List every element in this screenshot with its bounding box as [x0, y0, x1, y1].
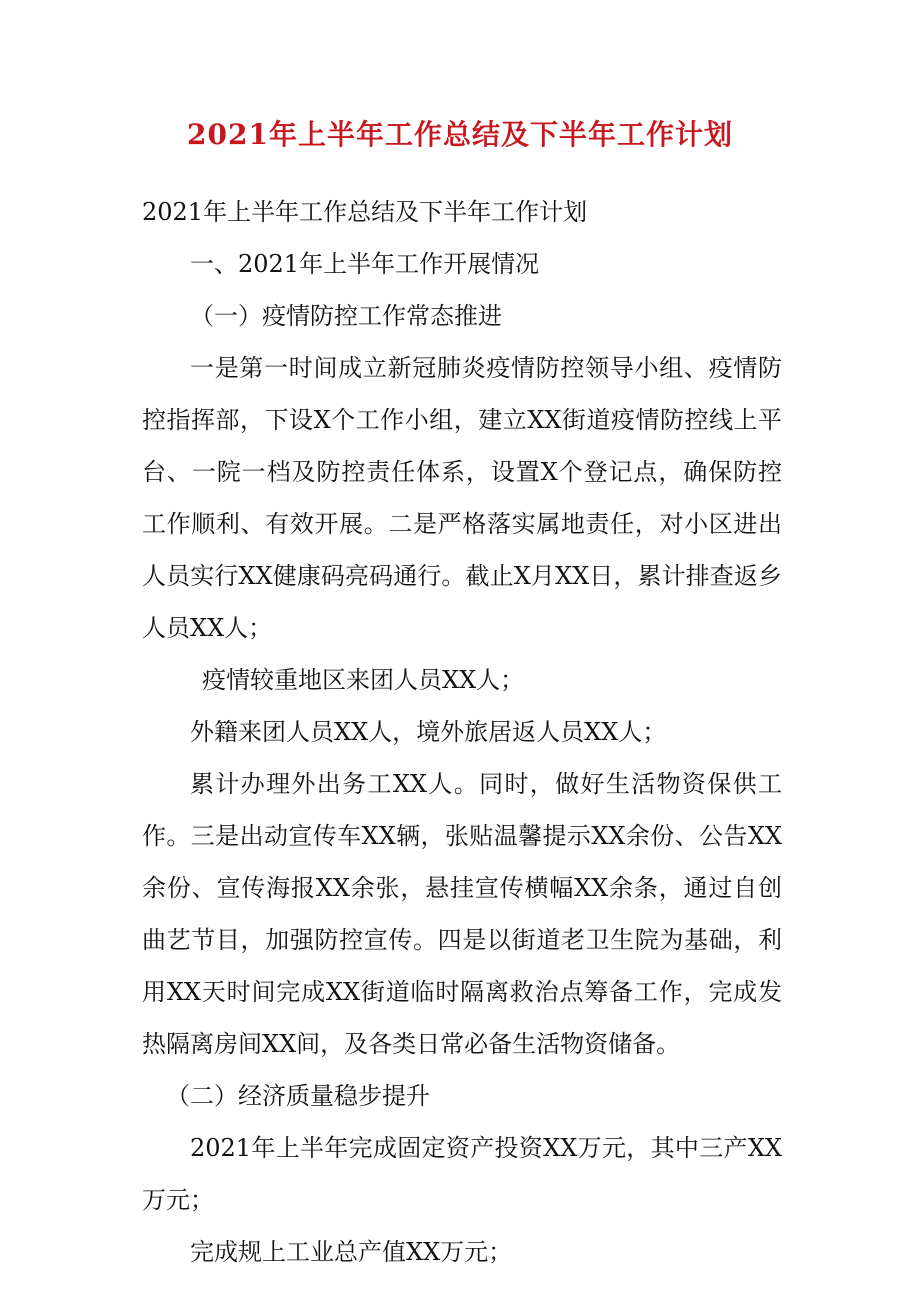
paragraph-fixed-asset-investment: 2021年上半年完成固定资产投资XX万元，其中三产XX万元；	[142, 1134, 782, 1214]
section-heading-1: 一、2021年上半年工作开展情况	[190, 250, 540, 278]
subtitle-line: 2021年上半年工作总结及下半年工作计划	[142, 198, 588, 226]
document-body	[142, 186, 782, 1278]
paragraph-migrant-workers: 累计办理外出务工XX人。同时，做好生活物资保供工作。三是出动宣传车XX辆，张贴温馨提示XX余份、公告XX余份、宣传海报XX余张，悬挂宣传横幅XX余条，通过自创曲艺节目，加强防控宣传。四是以街道老卫生院为基础，利用XX天时间完成XX街道临时隔离救治点筹备工作，完成发热隔离房间XX间，及各类日常必备生活物资储备。	[142, 770, 782, 1058]
paragraph-foreign-arrivals: 外籍来团人员XX人，境外旅居返人员XX人；	[190, 718, 667, 746]
paragraph-epidemic-control: 一是第一时间成立新冠肺炎疫情防控领导小组、疫情防控指挥部，下设X个工作小组，建立XX街道疫情防控线上平台、一院一档及防控责任体系，设置X个登记点，确保防控工作顺利、有效开展。二是严格落实属地责任，对小区进出人员实行XX健康码亮码通行。截止X月XX日，累计排查返乡人员XX人；	[142, 354, 782, 642]
subsection-heading-1: （一）疫情防控工作常态推进	[190, 302, 502, 330]
paragraph-industrial-output: 完成规上工业总产值XX万元；	[190, 1238, 513, 1266]
paragraph-severe-area-arrivals: 疫情较重地区来团人员XX人；	[202, 666, 525, 694]
subsection-heading-2: （二）经济质量稳步提升	[166, 1082, 430, 1110]
document-title: 2021年上半年工作总结及下半年工作计划	[187, 118, 733, 151]
